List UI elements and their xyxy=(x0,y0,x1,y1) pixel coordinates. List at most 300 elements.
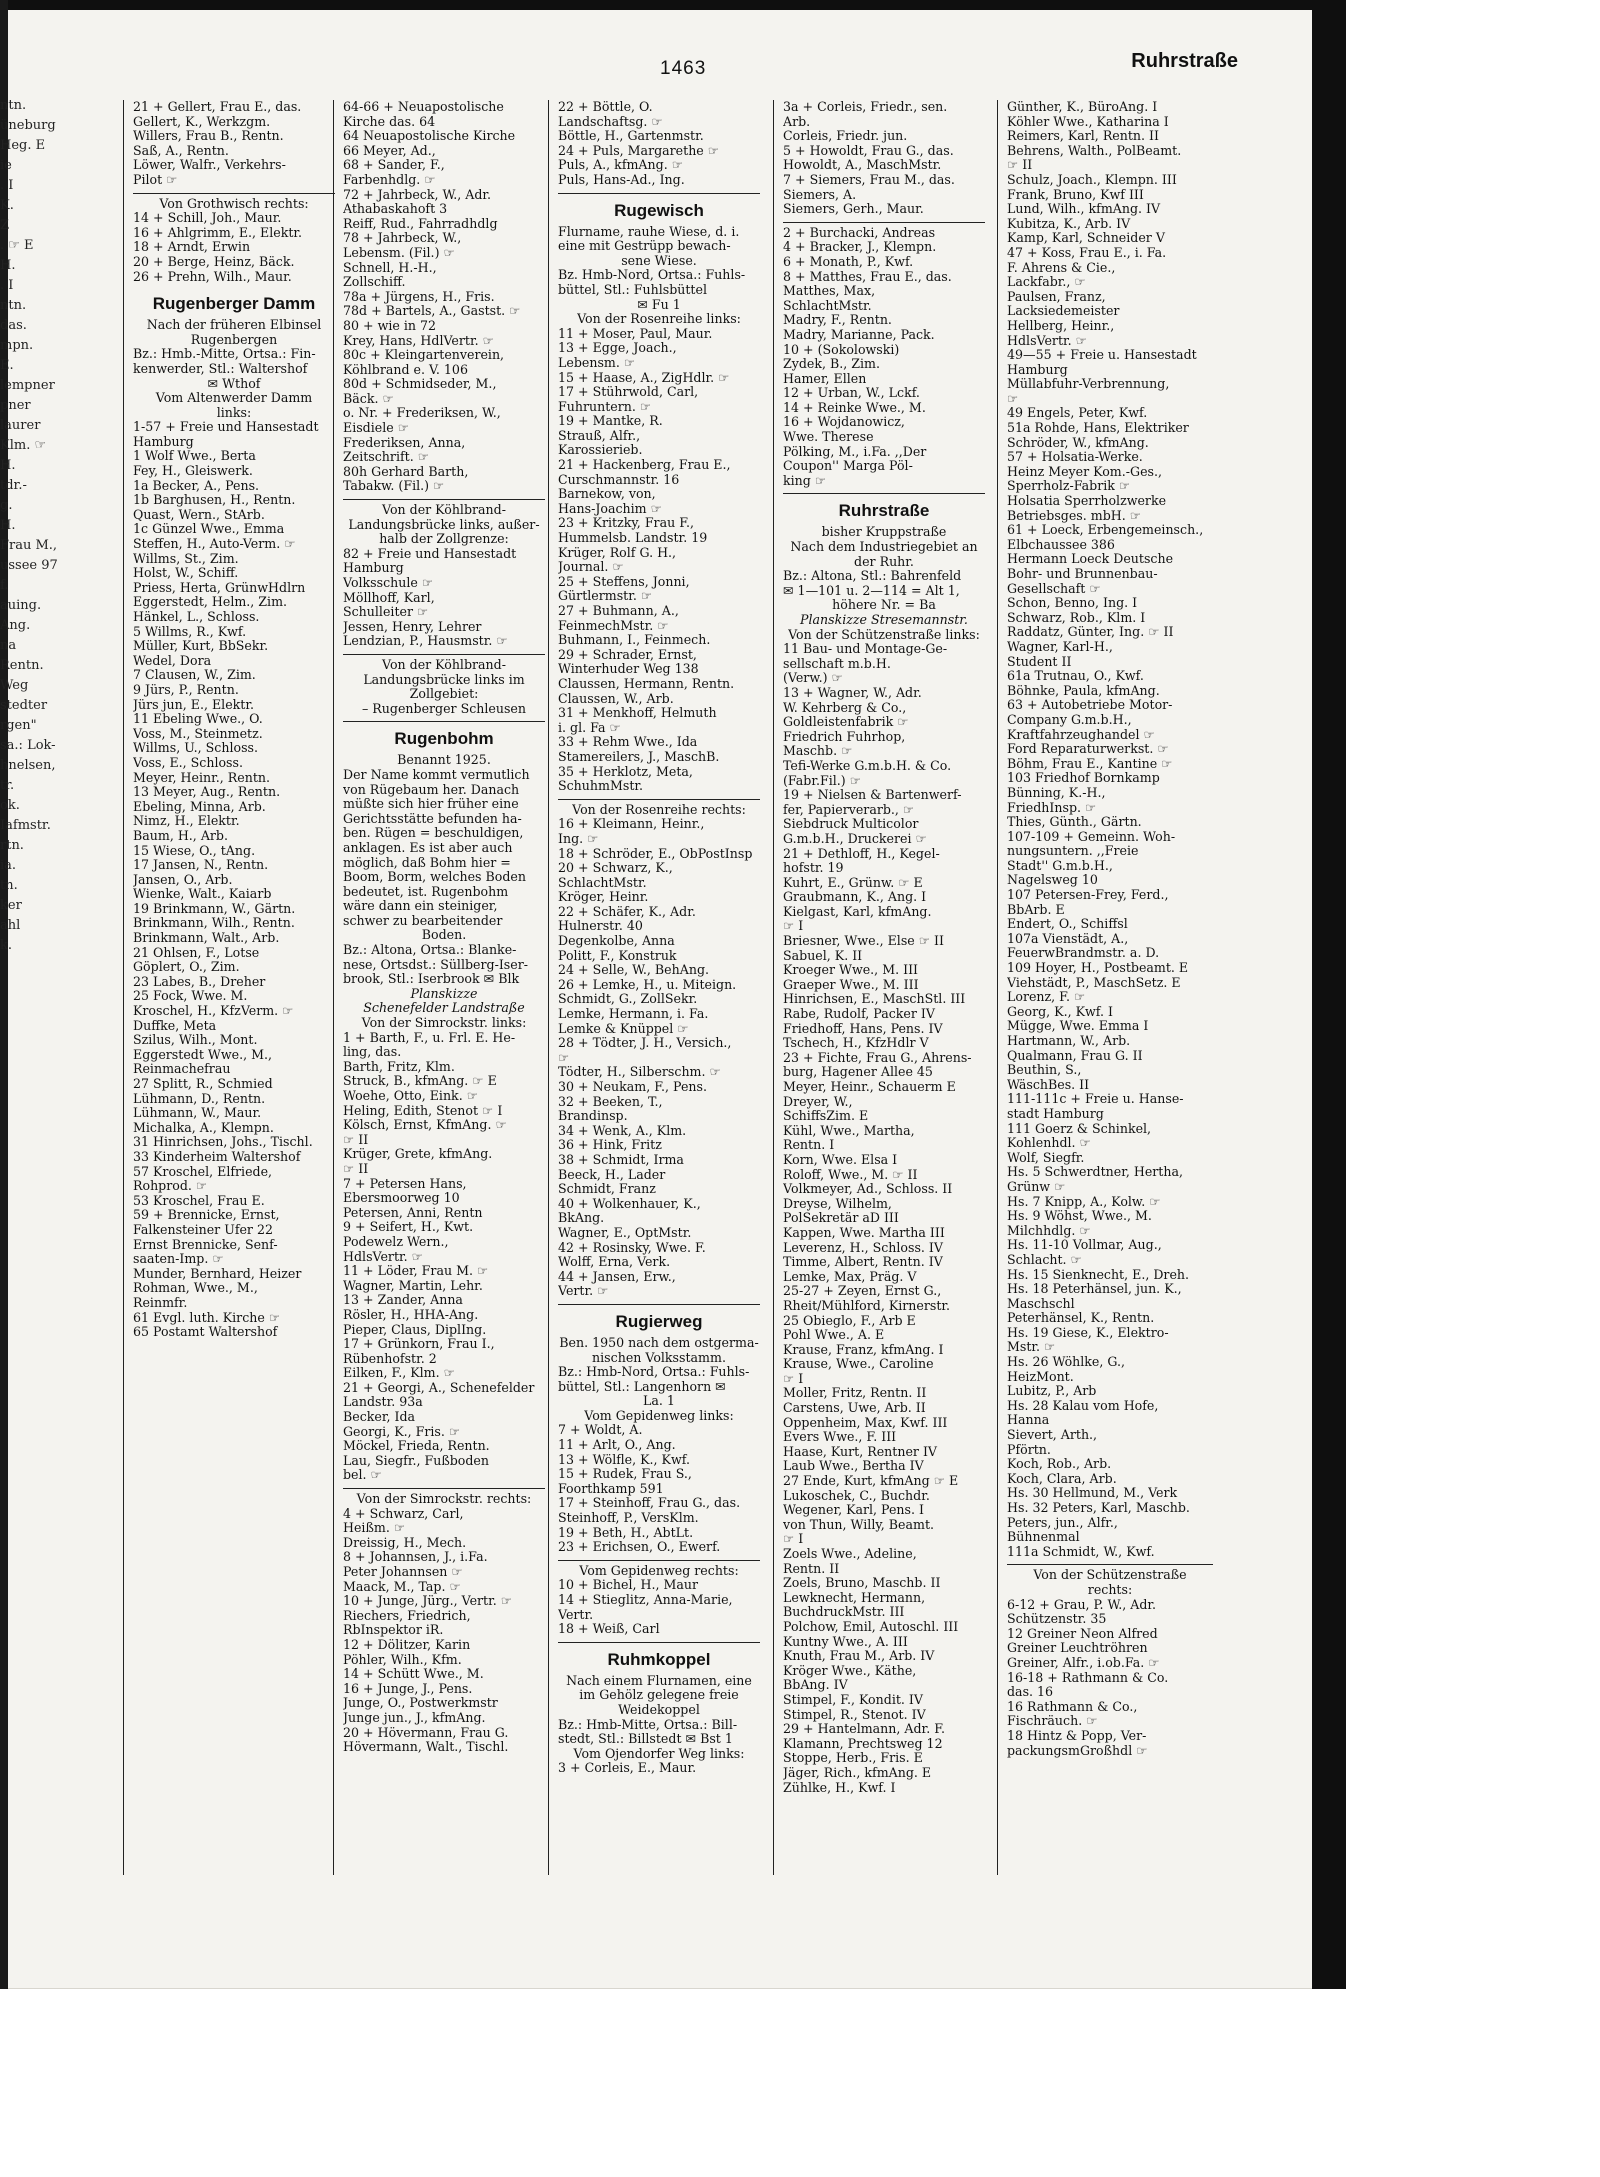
entry-line: BbArb. E xyxy=(1007,902,1065,917)
section-note: Vom Gepidenweg rechts: xyxy=(558,1560,760,1579)
entry-line: 33 Kinderheim Waltershof xyxy=(133,1149,301,1164)
entry-line: Beuthin, S., xyxy=(1007,1063,1082,1078)
fragment-line: . I xyxy=(0,178,14,193)
entry-line: Ford Reparaturwerkst. ☞ xyxy=(1007,742,1169,757)
entry-line: Tödter, H., Silberschm. ☞ xyxy=(558,1065,721,1080)
fragment-line: . ☞ E xyxy=(0,238,34,253)
entry-line: 111a Schmidt, W., Kwf. xyxy=(1007,1544,1155,1559)
entry-line: Voss, M., Steinmetz. xyxy=(133,726,263,741)
entry-line: Claussen, Hermann, Rentn. xyxy=(558,676,735,691)
entry-line: Siemers, A. xyxy=(783,187,857,202)
entry-line: ✉ 1—101 u. 2—114 = Alt 1, xyxy=(783,583,960,598)
entry-line: Thies, Günth., Gärtn. xyxy=(1007,815,1142,830)
entry-line: 1b Barghusen, H., Rentn. xyxy=(133,493,296,508)
entry-line: 3 + Corleis, E., Maur. xyxy=(558,1761,697,1776)
entry-line: Riechers, Friedrich, xyxy=(343,1608,471,1623)
section-note: Nach einem Flurnamen, eine xyxy=(566,1673,752,1688)
entry-line: ☞ II xyxy=(1007,158,1033,173)
entry-line: Wegener, Karl, Pens. I xyxy=(783,1503,924,1518)
entry-line: 57 Kroschel, Elfriede, xyxy=(133,1164,273,1179)
entry-line: Kroeger Wwe., M. III xyxy=(783,963,919,978)
fragment-line: ker xyxy=(0,898,22,913)
entry-line: Hs. 30 Hellmund, M., Verk xyxy=(1007,1486,1178,1501)
entry-line: Müller, Kurt, BbSekr. xyxy=(133,639,269,654)
entry-line: Howoldt, A., MaschMstr. xyxy=(783,158,942,173)
entry-line: Bohr- und Brunnenbau- xyxy=(1007,567,1158,581)
entry-line: HeizMont. xyxy=(1007,1369,1074,1384)
entry-line: Eggerstedt Wwe., M., xyxy=(133,1047,272,1062)
section-note: Nach der früheren Elbinsel xyxy=(146,318,322,333)
entry-line: Gellert, K., Werkzgm. xyxy=(133,114,271,129)
entry-line: Schmidt, Franz xyxy=(558,1182,656,1197)
entry-line: Wagner, Martin, Lehr. xyxy=(343,1278,483,1293)
entry-line: 13 + Wagner, W., Adr. xyxy=(783,685,922,700)
entry-line: Jäger, Rich., kfmAng. E xyxy=(783,1765,932,1780)
entry-line: 27 + Buhmann, A., xyxy=(558,604,679,618)
entry-line: Tabakw. (Fil.) ☞ xyxy=(343,479,445,494)
entry-line: Tefi-Werke G.m.b.H. & Co. xyxy=(783,758,952,773)
entry-line: Dreissig, H., Mech. xyxy=(343,1535,467,1550)
entry-line: Hulnerstr. 40 xyxy=(558,919,643,934)
entry-line: 18 + Arndt, Erwin xyxy=(133,240,251,255)
entry-line: 23 + Fichte, Frau G., Ahrens- xyxy=(783,1050,972,1065)
entry-line: 111 Goerz & Schinkel, xyxy=(1007,1121,1152,1136)
section-note: Landungsbrücke links im xyxy=(363,672,525,687)
entry-line: Reinmachefrau xyxy=(133,1062,231,1077)
entry-line: Korn, Wwe. Elsa I xyxy=(783,1152,898,1167)
entry-line: 25-27 + Zeyen, Ernst G., xyxy=(783,1284,942,1299)
entry-line: Maschschl xyxy=(1007,1296,1075,1311)
entry-line: Böhnke, Paula, kfmAng. xyxy=(1007,683,1160,698)
section-note: Boden. xyxy=(421,928,467,943)
entry-line: Athabaskahoft 3 xyxy=(343,202,448,217)
entry-line: Stimpel, F., Kondit. IV xyxy=(783,1692,923,1707)
entry-line: ☞ II xyxy=(343,1132,369,1147)
entry-line: Peterhänsel, K., Rentn. xyxy=(1007,1311,1155,1326)
entry-line: Carstens, Uwe, Arb. II xyxy=(783,1401,926,1416)
entry-line: Volkmeyer, Ad., Schloss. II xyxy=(783,1182,953,1197)
entry-line: ☞ I xyxy=(783,1532,804,1547)
section-note: Von Grothwisch rechts: xyxy=(133,193,335,212)
entry-line: kenwerder, Stl.: Waltershof xyxy=(133,361,308,376)
section-note: Von der Köhlbrand- xyxy=(343,654,545,673)
entry-line: 78d + Bartels, A., Gastst. ☞ xyxy=(343,304,521,319)
entry-line: king ☞ xyxy=(783,473,827,488)
entry-line: 107a Vienstädt, A., xyxy=(1007,931,1129,946)
section-note: sene Wiese. xyxy=(621,253,697,268)
entry-line: 20 + Hövermann, Frau G. xyxy=(343,1725,509,1740)
entry-line: Möckel, Frieda, Rentn. xyxy=(343,1439,490,1454)
entry-line: 25 Fock, Wwe. M. xyxy=(133,989,248,1004)
entry-line: 34 + Wenk, A., Klm. xyxy=(558,1123,687,1138)
section-note: Nach dem Industriegebiet an xyxy=(790,540,978,555)
entry-line: Böttle, H., Gartenmstr. xyxy=(558,129,704,144)
entry-line: Mügge, Wwe. Emma I xyxy=(1007,1019,1149,1034)
entry-line: Hs. 7 Knipp, A., Kolw. ☞ xyxy=(1007,1194,1161,1209)
entry-line: 51a Rohde, Hans, Elektriker xyxy=(1007,421,1189,436)
entry-line: ☞ xyxy=(1007,391,1019,406)
section-note: Von der Rosenreihe links: xyxy=(577,312,741,327)
entry-line: Kroschel, H., KfzVerm. ☞ xyxy=(133,1004,294,1019)
entry-line: von Thun, Willy, Beamt. xyxy=(783,1517,935,1532)
section-note: Von der Simrockstr. links: xyxy=(361,1016,527,1031)
entry-line: Hummelsb. Landstr. 19 xyxy=(558,531,708,546)
entry-line: Bühnenmal xyxy=(1007,1530,1080,1545)
entry-line: 19 + Nielsen & Bartenwerf- xyxy=(783,788,962,803)
entry-line: Brandinsp. xyxy=(558,1109,628,1124)
entry-line: 49 Engels, Peter, Kwf. xyxy=(1007,406,1148,421)
entry-line: Michalka, A., Klempn. xyxy=(133,1120,274,1135)
entry-line: Willms, U., Schloss. xyxy=(133,741,259,756)
fragment-line: f. xyxy=(0,578,9,593)
entry-line: Evers Wwe., F. III xyxy=(783,1430,897,1445)
entry-line: 29 + Hantelmann, Adr. F. xyxy=(783,1722,945,1737)
entry-line: FeinmechMstr. ☞ xyxy=(558,618,669,633)
entry-line: Siebdruck Multicolor xyxy=(783,817,919,832)
entry-line: 20 + Berge, Heinz, Bäck. xyxy=(133,254,295,269)
entry-line: Krüger, Grete, kfmAng. xyxy=(343,1147,493,1162)
entry-line: Frederiksen, Anna, xyxy=(343,435,466,450)
entry-line: Farbenhdlg. ☞ xyxy=(343,172,436,187)
fragment-line: ok. xyxy=(0,798,20,813)
fragment-line: rgen" xyxy=(0,718,37,733)
entry-line: 17 Jansen, N., Rentn. xyxy=(133,858,269,873)
entry-line: 8 + Johannsen, J., i.Fa. xyxy=(343,1550,488,1565)
entry-line: Krüger, Rolf G. H., xyxy=(558,545,677,560)
section-note: Planskizze Stresemannstr. xyxy=(800,613,968,627)
entry-line: 11 + Löder, Frau M. ☞ xyxy=(343,1264,489,1279)
section-note: Von der Simrockstr. rechts: xyxy=(343,1488,545,1507)
entry-line: brook, Stl.: Iserbrook ✉ Blk xyxy=(343,972,520,987)
entry-line: Student II xyxy=(1007,654,1072,669)
entry-line: Kappen, Wwe. Martha III xyxy=(783,1225,945,1240)
entry-line: Bz.: Hmb-Mitte, Ortsa.: Bill- xyxy=(558,1717,738,1732)
section-note: La. 1 xyxy=(643,1394,675,1409)
entry-line: Frank, Bruno, Kwf III xyxy=(1007,187,1144,202)
fragment-line: H. xyxy=(0,518,16,533)
entry-line: Baum, H., Arb. xyxy=(133,828,228,843)
entry-line: 13 Meyer, Aug., Rentn. xyxy=(133,785,281,800)
entry-line: 6 + Monath, P., Kwf. xyxy=(783,254,914,269)
entry-line: Stadt'' G.m.b.H., xyxy=(1007,858,1113,873)
entry-line: Heißm. ☞ xyxy=(343,1521,406,1536)
section-note: höhere Nr. = Ba xyxy=(832,598,936,613)
entry-line: Puls, A., kfmAng. ☞ xyxy=(558,158,683,173)
entry-line: Munder, Bernhard, Heizer xyxy=(133,1266,302,1281)
fragment-line: ie xyxy=(0,158,12,173)
entry-line: 19 + Beth, H., AbtLt. xyxy=(558,1525,694,1540)
entry-line: Löwer, Walfr., Verkehrs- xyxy=(133,158,286,173)
entry-line: Rübenhofstr. 2 xyxy=(343,1351,437,1366)
section-note: links: xyxy=(216,405,252,420)
fragment-line: K. xyxy=(0,198,14,213)
entry-line: 21 + Dethloff, H., Kegel- xyxy=(783,846,940,861)
entry-line: Hs. 5 Schwerdtner, Hertha, xyxy=(1007,1165,1183,1180)
entry-line: Lebensm. (Fil.) ☞ xyxy=(343,245,455,260)
entry-line: 9 + Seifert, H., Kwt. xyxy=(343,1220,474,1235)
section-note: Von der Schützenstraße links: xyxy=(788,627,980,642)
fragment-line: Rentn. xyxy=(0,658,44,673)
entry-line: Hs. 28 Kalau vom Hofe, xyxy=(1007,1398,1159,1413)
entry-line: Hanna xyxy=(1007,1413,1050,1428)
entry-line: 27 Ende, Kurt, kfmAng ☞ E xyxy=(783,1474,959,1489)
entry-line: Sabuel, K. II xyxy=(783,948,863,963)
entry-line: SchiffsZim. E xyxy=(783,1109,869,1124)
entry-line: Stamereilers, J., MaschB. xyxy=(558,749,720,764)
section-note: Vom Altenwerder Damm xyxy=(155,391,313,406)
entry-line: Oppenheim, Max, Kwf. III xyxy=(783,1415,948,1430)
entry-line: ☞ I xyxy=(783,1371,804,1386)
entry-line: 53 Kroschel, Frau E. xyxy=(133,1193,265,1208)
entry-line: 15 + Rudek, Frau S., xyxy=(558,1467,692,1482)
entry-line: 7 + Siemers, Frau M., das. xyxy=(783,172,955,187)
entry-line: Zühlke, H., Kwf. I xyxy=(783,1780,896,1795)
entry-line: Schmidt, G., ZollSekr. xyxy=(558,992,698,1007)
entry-line: Hellberg, Heinr., xyxy=(1007,318,1115,333)
entry-line: 2 + Burchacki, Andreas xyxy=(783,222,985,241)
entry-line: 33 + Rehm Wwe., Ida xyxy=(558,735,698,750)
entry-line: Friedhoff, Hans, Pens. IV xyxy=(783,1021,943,1036)
entry-line: stedt, Stl.: Billstedt ✉ Bst 1 xyxy=(558,1732,733,1747)
entry-line: Elbchaussee 386 xyxy=(1007,537,1115,552)
entry-line: 27 Splitt, R., Schmied xyxy=(133,1077,273,1091)
entry-line: HdlsVertr. ☞ xyxy=(343,1249,423,1264)
entry-line: 72 + Jahrbeck, W., Adr. xyxy=(343,187,492,202)
entry-line: Wwe. Therese xyxy=(783,430,874,445)
fragment-line: mpn. xyxy=(0,338,34,353)
entry-line: SchuhmMstr. xyxy=(558,779,644,794)
fragment-line: ussee 97 xyxy=(0,558,58,573)
entry-line: 16-18 + Rathmann & Co. xyxy=(1007,1670,1169,1685)
entry-line: Ebersmoorweg 10 xyxy=(343,1191,460,1206)
entry-line: 24 + Selle, W., BehAng. xyxy=(558,963,710,978)
entry-line: 42 + Rosinsky, Wwe. F. xyxy=(558,1240,706,1255)
fragment-line: rtn. xyxy=(0,838,24,853)
entry-line: Vertr. xyxy=(558,1607,594,1622)
entry-line: Volksschule ☞ xyxy=(343,576,434,590)
entry-line: Hövermann, Walt., Tischl. xyxy=(343,1740,509,1755)
entry-line: 35 + Herklotz, Meta, xyxy=(558,764,693,779)
entry-line: W. Kehrberg & Co., xyxy=(783,700,907,715)
entry-line: Sievert, Arth., xyxy=(1007,1428,1098,1443)
entry-line: ☞ xyxy=(558,1050,570,1065)
entry-line: Hs. 9 Wöhst, Wwe., M. xyxy=(1007,1209,1152,1224)
entry-line: 25 + Steffens, Jonni, xyxy=(558,574,690,589)
fragment-line: E. xyxy=(0,358,14,373)
entry-line: Grünw ☞ xyxy=(1007,1179,1066,1194)
entry-line: Rabe, Rudolf, Packer IV xyxy=(783,1007,935,1022)
entry-line: büttel, Stl.: Langenhorn ✉ xyxy=(558,1379,726,1394)
entry-line: 12 + Dölitzer, Karin xyxy=(343,1637,471,1652)
entry-line: Stimpel, R., Stenot. IV xyxy=(783,1707,926,1722)
entry-line: Tschech, H., KfzHdlr V xyxy=(783,1036,929,1051)
street-heading: Ruhrstraße xyxy=(783,493,985,525)
entry-line: Kölsch, Ernst, KfmAng. ☞ xyxy=(343,1118,507,1133)
entry-line: Degenkolbe, Anna xyxy=(558,934,675,949)
entry-line: 21 + Hackenberg, Frau E., xyxy=(558,458,731,473)
entry-line: 16 + Ahlgrimm, E., Elektr. xyxy=(133,225,303,240)
entry-line: Hans-Joachim ☞ xyxy=(558,501,662,516)
fragment-line: Weg xyxy=(0,678,29,693)
section-note: Zollgebiet: xyxy=(409,687,479,702)
entry-line: Pieper, Claus, DiplIng. xyxy=(343,1322,487,1337)
entry-line: 8 + Matthes, Frau E., das. xyxy=(783,269,952,284)
entry-line: Junge, O., Postwerkmstr xyxy=(343,1696,498,1711)
entry-line: i. gl. Fa ☞ xyxy=(558,720,621,735)
entry-line: Bz.: Hmb-Nord, Ortsa.: Fuhls- xyxy=(558,1365,750,1380)
entry-line: büttel, Stl.: Fuhlsbüttel xyxy=(558,282,707,297)
entry-line: Zoels, Bruno, Maschb. II xyxy=(783,1576,941,1591)
entry-line: Hermann Loeck Deutsche xyxy=(1007,552,1174,567)
section-note: – Rugenberger Schleusen xyxy=(361,701,526,716)
directory-column-2 xyxy=(333,100,545,1875)
entry-line: Lewknecht, Hermann, xyxy=(783,1590,926,1605)
entry-line: 29 + Schrader, Ernst, xyxy=(558,647,697,662)
entry-line: Hs. 26 Wöhlke, G., xyxy=(1007,1355,1125,1370)
entry-line: 44 + Jansen, Erw., xyxy=(558,1269,676,1284)
entry-line: Hs. 19 Giese, K., Elektro- xyxy=(1007,1325,1169,1340)
entry-line: Köhler Wwe., Katharina I xyxy=(1007,114,1169,129)
entry-line: Dreyse, Wilhelm, xyxy=(783,1196,892,1211)
entry-line: 22 + Böttle, O. xyxy=(558,100,653,114)
entry-line: Reiff, Rud., Fahrradhdlg xyxy=(343,216,498,231)
entry-line: 80h Gerhard Barth, xyxy=(343,464,469,479)
entry-line: Maack, M., Tap. ☞ xyxy=(343,1579,461,1594)
entry-line: 14 + Schütt Wwe., M. xyxy=(343,1667,484,1682)
entry-line: Arb. xyxy=(783,114,811,129)
entry-line: Reinmfr. xyxy=(133,1295,188,1310)
entry-line: 23 + Erichsen, O., Ewerf. xyxy=(558,1540,721,1555)
entry-line: burg, Hagener Allee 45 xyxy=(783,1065,933,1080)
entry-line: 66 Meyer, Ad., xyxy=(343,143,436,158)
entry-line: von Rügebaum her. Danach xyxy=(343,782,520,797)
entry-line: Madry, F., Rentn. xyxy=(783,313,892,328)
entry-line: Knuth, Frau M., Arb. IV xyxy=(783,1649,935,1664)
street-heading: Rugenbohm xyxy=(343,721,545,753)
entry-line: ben. Rügen = beschuldigen, xyxy=(343,826,524,841)
entry-line: Priess, Herta, GrünwHdlrn xyxy=(133,580,306,595)
entry-line: 16 + Kleimann, Heinr., xyxy=(558,817,705,832)
entry-line: Möllhoff, Karl, xyxy=(343,590,435,605)
entry-line: Struck, B., kfmAng. ☞ E xyxy=(343,1074,497,1089)
entry-line: Laub Wwe., Bertha IV xyxy=(783,1459,924,1474)
entry-line: Betriebsges. mbH. ☞ xyxy=(1007,508,1142,523)
entry-line: fer, Papierverarb., ☞ xyxy=(783,802,915,817)
entry-line: Rohman, Wwe., M., xyxy=(133,1281,258,1296)
entry-line: Göplert, O., Zim. xyxy=(133,960,240,975)
entry-line: 57 + Holsatia-Werke. xyxy=(1007,450,1143,465)
entry-line: Brinkmann, Wilh., Rentn. xyxy=(133,916,295,931)
entry-line: Böhm, Frau E., Kantine ☞ xyxy=(1007,756,1173,771)
entry-line: Pöhler, Wilh., Kfm. xyxy=(343,1652,462,1667)
entry-line: 28 + Tödter, J. H., Versich., xyxy=(558,1036,732,1051)
entry-line: Lühmann, D., Rentn. xyxy=(133,1091,266,1106)
entry-line: Lebensm. ☞ xyxy=(558,355,636,370)
directory-column-4 xyxy=(773,100,985,1875)
entry-line: Landstr. 93a xyxy=(343,1395,423,1410)
entry-line: 1c Günzel Wwe., Emma xyxy=(133,522,285,537)
entry-line: Boom, Borm, welches Boden xyxy=(343,870,526,885)
entry-line: bedeutet, ist. Rugenbohm xyxy=(343,884,509,899)
entry-line: Steinhoff, P., VersKlm. xyxy=(558,1511,699,1526)
page-number: 1463 xyxy=(660,58,707,79)
entry-line: 18 + Schröder, E., ObPostInsp xyxy=(558,846,753,861)
entry-line: RbInspektor iR. xyxy=(343,1623,444,1638)
entry-line: Schröder, W., kfmAng. xyxy=(1007,435,1149,450)
entry-line: Matthes, Max, xyxy=(783,284,876,299)
scan-top-border xyxy=(0,0,1346,10)
entry-line: 103 Friedhof Bornkamp xyxy=(1007,771,1160,786)
entry-line: 25 Obieglo, F., Arb E xyxy=(783,1313,916,1328)
fragment-line: auing. xyxy=(0,598,42,613)
entry-line: Klamann, Prechtsweg 12 xyxy=(783,1736,943,1751)
entry-line: WäschBes. II xyxy=(1007,1077,1090,1092)
entry-line: müßte sich hier früher eine xyxy=(343,797,519,812)
entry-line: 11 Bau- und Montage-Ge- xyxy=(783,642,948,657)
entry-line: 31 + Menkhoff, Helmuth xyxy=(558,706,717,721)
section-note: im Gehölz gelegene freie xyxy=(579,1688,739,1703)
entry-line: Zollschiff. xyxy=(343,275,406,290)
section-note: Vom Ojendorfer Weg links: xyxy=(573,1746,745,1761)
entry-line: Saß, A., Rentn. xyxy=(133,143,229,158)
entry-line: Eisdiele ☞ xyxy=(343,421,410,436)
entry-line: Wienke, Walt., Kaiarb xyxy=(133,887,272,902)
entry-line: ☞ I xyxy=(783,919,804,934)
entry-line: 15 Wiese, O., tAng. xyxy=(133,843,256,858)
entry-line: G.m.b.H., Druckerei ☞ xyxy=(783,831,927,846)
entry-line: 3a + Corleis, Friedr., sen. xyxy=(783,100,948,114)
entry-line: Kraftfahrzeughandel ☞ xyxy=(1007,727,1155,742)
entry-line: 82 + Freie und Hansestadt xyxy=(343,546,517,561)
entry-line: 14 + Stieglitz, Anna-Marie, xyxy=(558,1593,733,1607)
entry-line: 61 + Loeck, Erbengemeinsch., xyxy=(1007,523,1204,538)
section-note: Planskizze xyxy=(410,986,478,1001)
entry-line: Willms, St., Zim. xyxy=(133,551,239,566)
entry-line: Kuhrt, E., Grünw. ☞ E xyxy=(783,875,923,890)
fragment-line: pner xyxy=(0,398,31,413)
street-heading: Ruhmkoppel xyxy=(558,1642,760,1674)
entry-line: Quast, Wern., StArb. xyxy=(133,507,265,522)
entry-line: Müllabfuhr-Verbrennung, xyxy=(1007,377,1170,392)
entry-line: Voss, E., Schloss. xyxy=(133,755,243,770)
entry-line: Barnekow, von, xyxy=(558,487,656,502)
entry-line: HdlsVertr. ☞ xyxy=(1007,333,1087,348)
entry-line: Ernst Brennicke, Senf- xyxy=(133,1237,278,1252)
entry-line: Curschmannstr. 16 xyxy=(558,472,680,487)
entry-line: Schnell, H.-H., xyxy=(343,260,437,275)
section-note: nischen Volksstamm. xyxy=(592,1350,726,1365)
entry-line: Schlacht. ☞ xyxy=(1007,1252,1082,1267)
section-note: Vom Gepidenweg links: xyxy=(584,1408,734,1423)
entry-line: das. 16 xyxy=(1007,1685,1054,1700)
fragment-line: H. xyxy=(0,458,16,473)
entry-line: Fey, H., Gleiswerk. xyxy=(133,464,253,479)
entry-line: Duffke, Meta xyxy=(133,1018,217,1033)
entry-line: Claussen, W., Arb. xyxy=(558,691,674,706)
entry-line: Corleis, Friedr. jun. xyxy=(783,129,908,144)
entry-line: 38 + Schmidt, Irma xyxy=(558,1152,684,1167)
entry-line: Vertr. ☞ xyxy=(558,1284,609,1299)
entry-line: Jürs jun, E., Elektr. xyxy=(133,697,254,712)
entry-line: Coupon'' Marga Pöl- xyxy=(783,459,913,474)
entry-line: Barth, Fritz, Klm. xyxy=(343,1059,455,1074)
entry-line: ling, das. xyxy=(343,1045,402,1060)
entry-line: Fuhruntern. ☞ xyxy=(558,399,652,414)
entry-line: Kröger, Heinr. xyxy=(558,890,649,905)
entry-line: 26 + Lemke, H., u. Miteign. xyxy=(558,977,737,992)
entry-line: Steffen, H., Auto-Verm. ☞ xyxy=(133,537,296,552)
entry-line: Köhlbrand e. V. 106 xyxy=(343,362,468,377)
